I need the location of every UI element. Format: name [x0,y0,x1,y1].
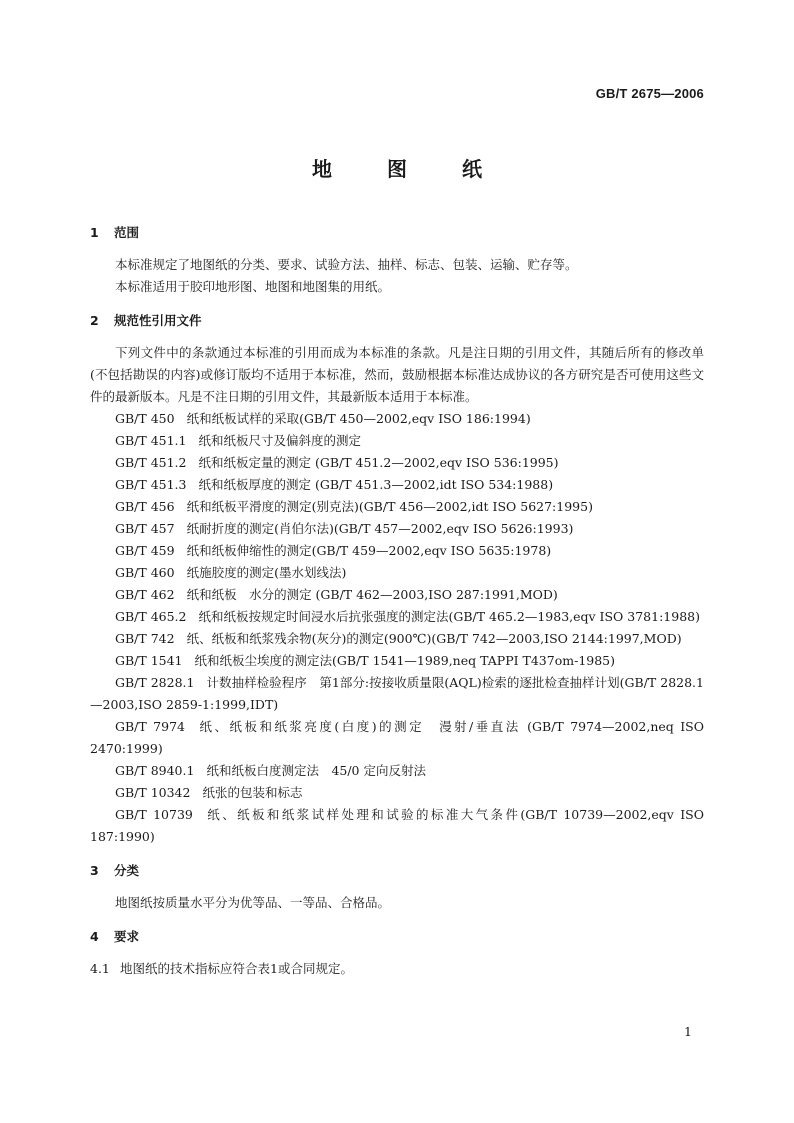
reference-item [90,496,704,518]
reference-item [90,518,704,540]
reference-item [90,760,704,782]
section-title: 规范性引用文件 [114,313,202,328]
reference-item [90,562,704,584]
page-number: 1 [684,1024,692,1039]
reference-code: GB/T 7974 [115,719,185,734]
section-title: 分类 [114,863,140,878]
reference-code: GB/T 1541 [115,653,183,668]
document-body [90,222,704,980]
reference-code: GB/T 8940.1 [115,763,195,778]
reference-item [90,474,704,496]
scope-paragraph: 本标准规定了地图纸的分类、要求、试验方法、抽样、标志、包装、运输、贮存等。 [115,257,578,272]
reference-code: GB/T 451.3 [115,477,187,492]
reference-text: 纸耐折度的测定(肖伯尔法)(GB/T 457—2002,eqv ISO 5626:1993) [186,521,574,536]
classification-paragraph: 地图纸按质量水平分为优等品、一等品、合格品。 [115,895,391,910]
reference-code: GB/T 465.2 [115,609,187,624]
clause-4-1 [90,958,704,980]
reference-item [90,408,704,430]
reference-text: 纸施胶度的测定(墨水划线法) [186,565,347,580]
section-3-heading [90,860,704,882]
reference-text: 纸和纸板尘埃度的测定法(GB/T 1541—1989,neq TAPPI T437om-1985) [194,653,616,668]
reference-code: GB/T 457 [115,521,175,536]
reference-item [90,782,704,804]
scope-paragraph: 本标准适用于胶印地形图、地图和地图集的用纸。 [115,279,391,294]
reference-text: 纸和纸板尺寸及偏斜度的测定 [198,433,361,448]
reference-code: GB/T 10342 [115,785,191,800]
reference-item [90,452,704,474]
reference-text: 纸和纸板 水分的测定 (GB/T 462—2003,ISO 287:1991,MOD) [186,587,558,602]
reference-item [90,430,704,452]
section-title: 要求 [114,929,140,944]
section-4-heading [90,926,704,948]
reference-code: GB/T 460 [115,565,175,580]
reference-item [90,628,704,650]
reference-item [90,540,704,562]
reference-code: GB/T 459 [115,543,175,558]
standard-code: GB/T 2675—2006 [595,86,704,101]
reference-item [90,672,704,716]
reference-text: 纸和纸板按规定时间浸水后抗张强度的测定法(GB/T 465.2—1983,eqv ISO 3781:1988) [198,609,700,624]
reference-item [90,650,704,672]
references-intro: 下列文件中的条款通过本标准的引用而成为本标准的条款。凡是注日期的引用文件，其随后所有的修改单(不包括勘误的内容)或修订版均不适用于本标准，然而，鼓励根据本标准达成协议的各方研究是否可使用这些文件的最新版本。凡是不注日期的引用文件，其最新版本适用于本标准。 [90,345,704,404]
reference-text: 纸和纸板白度测定法 45/0 定向反射法 [206,763,426,778]
document-title: 地 图 纸 [312,157,506,181]
reference-item [90,584,704,606]
section-number: 1 [90,225,99,240]
reference-code: GB/T 742 [115,631,175,646]
reference-text: 计数抽样检验程序 第1部分:按接收质量限(AQL)检索的逐批检查抽样计划(GB/T 2828.1—2003,ISO 2859-1:1999,IDT) [90,675,704,712]
reference-text: 纸、纸板和纸浆残余物(灰分)的测定(900℃)(GB/T 742—2003,ISO 2144:1997,MOD) [186,631,682,646]
reference-text: 纸和纸板厚度的测定 (GB/T 451.3—2002,idt ISO 534:1988) [198,477,554,492]
reference-code: GB/T 462 [115,587,175,602]
clause-number: 4.1 [90,961,110,976]
reference-code: GB/T 450 [115,411,175,426]
reference-text: 纸和纸板平滑度的测定(别克法)(GB/T 456—2002,idt ISO 5627:1995) [186,499,593,514]
section-title: 范围 [114,225,140,240]
section-1-heading [90,222,704,244]
reference-code: GB/T 2828.1 [115,675,195,690]
clause-text: 地图纸的技术指标应符合表1或合同规定。 [120,961,353,976]
reference-text: 纸张的包装和标志 [202,785,303,800]
reference-text: 纸和纸板试样的采取(GB/T 450—2002,eqv ISO 186:1994) [186,411,531,426]
reference-item [90,606,704,628]
reference-text: 纸和纸板伸缩性的测定(GB/T 459—2002,eqv ISO 5635:1978) [186,543,552,558]
reference-text: 纸和纸板定量的测定 (GB/T 451.2—2002,eqv ISO 536:1995) [198,455,559,470]
reference-code: GB/T 10739 [115,807,193,822]
section-number: 4 [90,929,99,944]
reference-code: GB/T 456 [115,499,175,514]
section-2-heading [90,310,704,332]
reference-text: 纸、纸板和纸浆试样处理和试验的标准大气条件(GB/T 10739—2002,eqv ISO 187:1990) [90,807,704,844]
section-number: 2 [90,313,99,328]
section-number: 3 [90,863,99,878]
reference-list [90,408,704,848]
reference-code: GB/T 451.1 [115,433,187,448]
reference-text: 纸、纸板和纸浆亮度(白度)的测定 漫射/垂直法 (GB/T 7974—2002,neq ISO 2470:1999) [90,719,704,756]
reference-item [90,716,704,760]
reference-code: GB/T 451.2 [115,455,187,470]
reference-item [90,804,704,848]
